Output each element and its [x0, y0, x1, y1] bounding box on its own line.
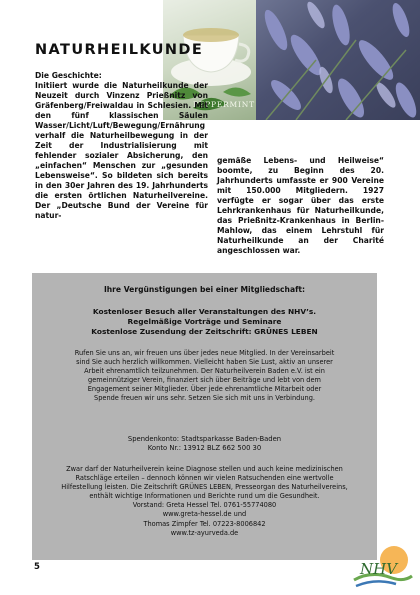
article-right-text: gemäße Lebens- und Heilweise“ boomte, zu Beginn des 20. Jahrhunderts umfasste er 900 Vereine mit 150.000 Mitgliedern. 1927 verfügte er sogar über das erste Lehrkrankenhaus für Naturheilkunde, das Prießnitz-Krankenhaus in Berlin-Mahlow, das einem Lehrstuhl für Naturheilkunde an der Charité angeschlossen war. — [217, 156, 384, 255]
note-line: Zwar darf der Naturheilverein keine Diagnose stellen und auch keine medizinischen — [66, 465, 343, 473]
article-heading: Die Geschichte: — [35, 71, 102, 80]
benefit-item: Regelmäßige Vorträge und Seminare — [127, 317, 282, 326]
call-line: gemeinnütziger Verein, finanziert sich über Beiträge und lebt von dem — [88, 376, 321, 385]
article-left-text: Initiiert wurde die Naturheilkunde der Neuzeit durch Vinzenz Prießnitz von Gräfenberg/Freiwaldau in Schlesien. Mit den fünf klassischen Säulen Wasser/Licht/Luft/Bewegung/Ernährung verhalf die Naturheilbewegung in der Zeit der Industrialisierung mit fehlender sozialer Absicherung, den „einfachen“ Menschen zur „gesunden Lebensweise“. So bildeten sich bereits in den 30er Jahren des 19. Jahrhunderts die ersten örtlichen Naturheilvereine. Der „Deutsche Bund der Vereine für natur- — [35, 81, 208, 220]
contact-line: Thomas Zimpfer Tel. 07223-8006842 — [143, 519, 266, 528]
call-line: Spende freuen wir uns sehr. Setzen Sie sich mit uns in Verbindung. — [94, 394, 315, 403]
article-right-column — [217, 156, 384, 256]
call-line: sind Sie auch herzlich willkommen. Vielleicht haben Sie Lust, aktiv an unserer — [76, 358, 333, 367]
page-title: NATURHEILKUNDE — [35, 42, 204, 58]
website-link[interactable]: www.tz-ayurveda.de — [170, 528, 239, 537]
note-line: Hilfestellung leisten. Die Zeitschrift GRÜNES LEBEN, Presseorgan des Naturheilvereins, — [61, 483, 348, 492]
membership-call-text — [57, 349, 352, 404]
nhv-logo-graphic — [352, 540, 414, 590]
benefit-item: Kostenlose Zusendung der Zeitschrift: GRÜNES LEBEN — [91, 327, 318, 336]
contact-line: Vorstand: Greta Hessel Tel. 0761-55774080 — [132, 501, 277, 510]
call-line: Rufen Sie uns an, wir freuen uns über jedes neue Mitglied. In der Vereinsarbeit — [74, 349, 335, 357]
website-link[interactable]: www.greta-hessel.de und — [162, 510, 247, 519]
peppermint-label: PEPPERMINT — [193, 100, 255, 109]
lavender-illustration — [256, 0, 420, 120]
lavender-photo — [256, 0, 420, 120]
membership-note — [49, 465, 360, 538]
note-line: Ratschläge erteilen – dennoch können wir vielen Ratsuchenden eine wertvolle — [75, 474, 334, 483]
membership-box — [32, 273, 377, 560]
nhv-logo — [352, 540, 414, 590]
bank-line: Spendenkonto: Stadtsparkasse Baden-Baden — [127, 435, 282, 443]
membership-title: Ihre Vergünstigungen bei einer Mitgliedschaft: — [103, 285, 306, 294]
call-line: Engagement seiner Mitglieder. Über jede ehrenamtliche Mitarbeit oder — [87, 385, 322, 394]
benefits-list — [32, 307, 377, 337]
page-number: 5 — [34, 562, 40, 572]
call-line: Arbeit ehrenamtlich teilzunehmen. Der Naturheilverein Baden e.V. ist ein — [84, 367, 325, 376]
article-left-column — [35, 71, 208, 221]
note-line: enthält wichtige Informationen und Berichte rund um die Gesundheit. — [89, 492, 320, 501]
bank-details — [32, 435, 377, 454]
bank-line: Konto Nr.: 13912 BLZ 662 500 30 — [147, 444, 262, 453]
benefit-item: Kostenloser Besuch aller Veranstaltungen des NHV’s. — [92, 307, 317, 316]
svg-text:NHV: NHV — [360, 560, 398, 578]
